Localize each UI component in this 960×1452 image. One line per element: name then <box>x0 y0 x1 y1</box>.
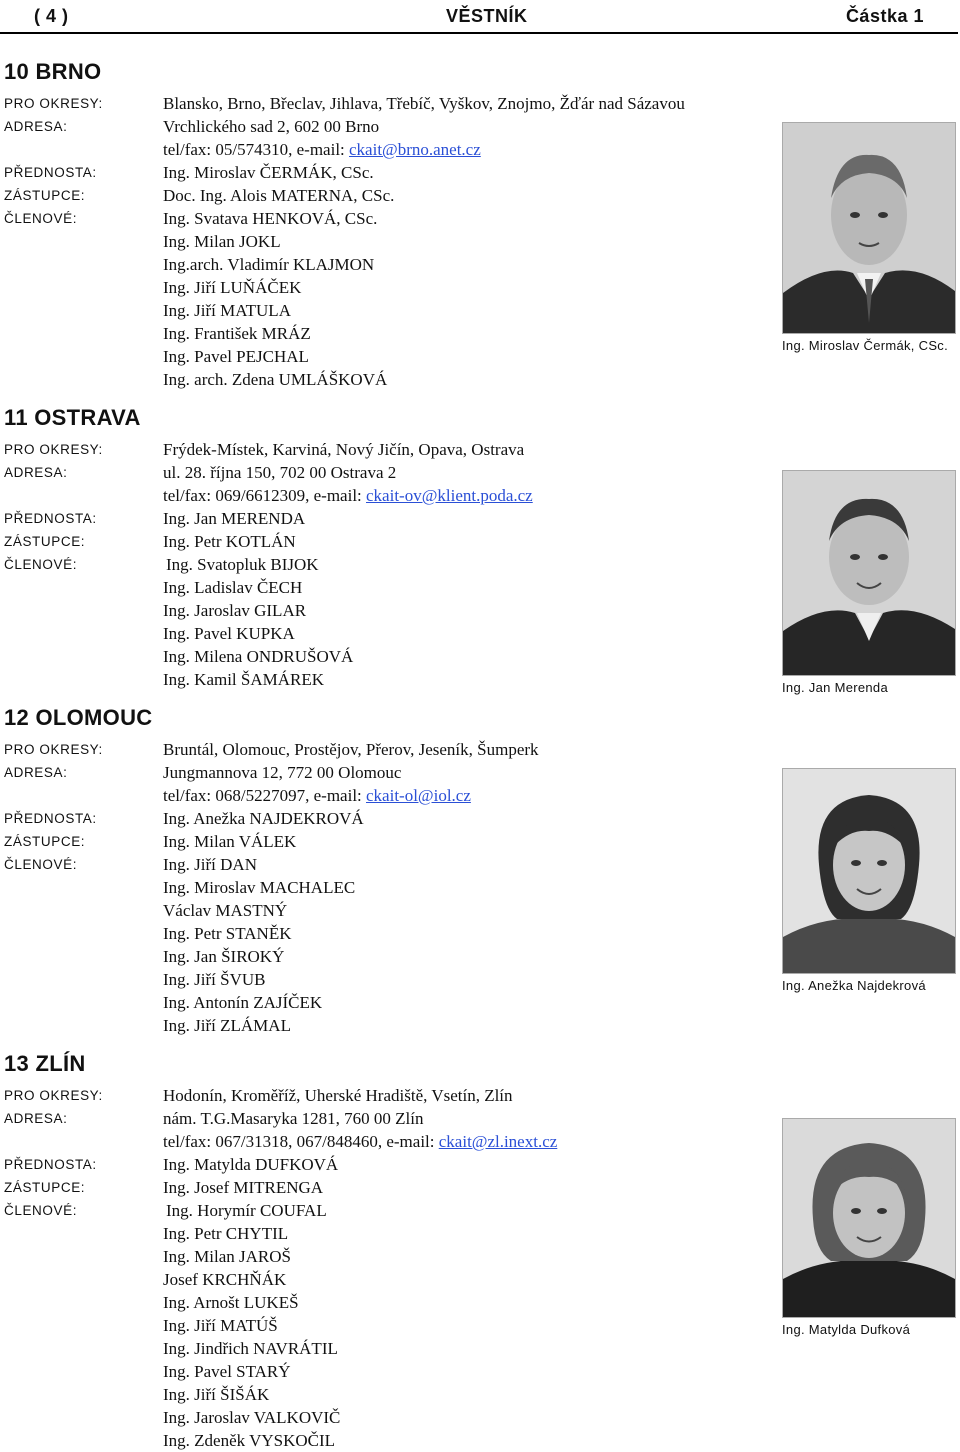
contact-row <box>0 784 770 807</box>
chairman-value: Ing. Matylda DUFKOVÁ <box>163 1155 339 1174</box>
member-value: Ing. Horymír COUFAL <box>166 1201 327 1220</box>
section-1 <box>0 404 770 691</box>
photo-caption: Ing. Jan Merenda <box>782 680 888 695</box>
member-row <box>0 622 770 645</box>
photo-najdekrova <box>782 768 956 993</box>
deputy-label: ZÁSTUPCE: <box>4 1180 86 1195</box>
contact-value <box>163 1130 557 1153</box>
address-row <box>0 461 770 484</box>
address-label: ADRESA: <box>4 119 68 134</box>
member-row <box>0 1314 770 1337</box>
districts-value: Frýdek-Místek, Karviná, Nový Jičín, Opava, Ostrava <box>163 440 525 459</box>
member-label: ČLENOVÉ: <box>4 1203 78 1218</box>
member-row <box>0 991 770 1014</box>
tel-fax: tel/fax: 067/31318, 067/848460, e-mail: <box>163 1132 439 1151</box>
deputy-label: ZÁSTUPCE: <box>4 188 86 203</box>
member-value: Ing. Pavel STARÝ <box>163 1362 291 1381</box>
member-value: Ing. Jiří ŠVUB <box>163 970 266 989</box>
member-value: Ing. arch. Zdena UMLÁŠKOVÁ <box>163 370 388 389</box>
districts-value: Bruntál, Olomouc, Prostějov, Přerov, Jeseník, Šumperk <box>163 740 539 759</box>
address-label: ADRESA: <box>4 765 68 780</box>
page-number: ( 4 ) <box>34 6 69 26</box>
member-value: Ing. František MRÁZ <box>163 324 311 343</box>
member-row <box>0 1014 770 1037</box>
member-row <box>0 253 770 276</box>
districts-label: PRO OKRESY: <box>4 742 103 757</box>
member-row <box>0 1429 770 1452</box>
email-link[interactable]: ckait-ov@klient.poda.cz <box>366 486 533 505</box>
section-title: 13 ZLÍN <box>4 1051 86 1076</box>
address-label: ADRESA: <box>4 1111 68 1126</box>
deputy-row <box>0 830 770 853</box>
address-value: Jungmannova 12, 772 00 Olomouc <box>163 763 402 782</box>
contact-value <box>163 484 533 507</box>
member-value: Ing. Svatopluk BIJOK <box>166 555 319 574</box>
tel-fax: tel/fax: 068/5227097, e-mail: <box>163 786 367 805</box>
member-value: Ing. Milena ONDRUŠOVÁ <box>163 647 354 666</box>
chairman-row <box>0 807 770 830</box>
address-value: Vrchlického sad 2, 602 00 Brno <box>163 117 380 136</box>
member-row <box>0 922 770 945</box>
member-value: Ing. Jindřich NAVRÁTIL <box>163 1339 338 1358</box>
tel-fax: tel/fax: 069/6612309, e-mail: <box>163 486 367 505</box>
districts-label: PRO OKRESY: <box>4 96 103 111</box>
member-row <box>0 853 770 876</box>
member-value: Ing. Milan JAROŠ <box>163 1247 291 1266</box>
member-value: Ing. Jaroslav VALKOVIČ <box>163 1408 341 1427</box>
deputy-row <box>0 184 770 207</box>
member-row <box>0 207 770 230</box>
page-header <box>0 0 958 34</box>
member-row <box>0 322 770 345</box>
member-row <box>0 345 770 368</box>
member-row <box>0 1337 770 1360</box>
member-row <box>0 968 770 991</box>
member-value: Ing. Zdeněk VYSKOČIL <box>163 1431 336 1450</box>
contact-value <box>163 138 481 161</box>
deputy-value: Ing. Milan VÁLEK <box>163 832 297 851</box>
member-value: Ing. Miroslav MACHALEC <box>163 878 356 897</box>
member-value: Ing. Pavel PEJCHAL <box>163 347 309 366</box>
member-row <box>0 299 770 322</box>
member-row <box>0 230 770 253</box>
member-row <box>0 576 770 599</box>
section-title: 12 OLOMOUC <box>4 705 153 730</box>
member-value: Ing. Milan JOKL <box>163 232 281 251</box>
publication-title: VĚSTNÍK <box>446 6 528 26</box>
chairman-value: Ing. Jan MERENDA <box>163 509 306 528</box>
address-row <box>0 761 770 784</box>
deputy-value: Doc. Ing. Alois MATERNA, CSc. <box>163 186 395 205</box>
member-value: Ing. Jiří DAN <box>163 855 257 874</box>
photo-caption: Ing. Matylda Dufková <box>782 1322 911 1337</box>
email-link[interactable]: ckait-ol@iol.cz <box>366 786 471 805</box>
districts-value: Hodonín, Kroměříž, Uherské Hradiště, Vsetín, Zlín <box>163 1086 513 1105</box>
issue-part: Částka 1 <box>845 6 924 26</box>
photo-dufkova <box>782 1118 956 1337</box>
section-2 <box>0 704 770 1037</box>
address-value: ul. 28. října 150, 702 00 Ostrava 2 <box>163 463 397 482</box>
photo-cermak <box>782 122 956 353</box>
chairman-label: PŘEDNOSTA: <box>4 811 97 826</box>
districts-value: Blansko, Brno, Břeclav, Jihlava, Třebíč, Vyškov, Znojmo, Žďár nad Sázavou <box>163 94 685 113</box>
member-value: Václav MASTNÝ <box>163 901 288 920</box>
member-value: Ing. Petr STANĚK <box>163 924 292 943</box>
member-row <box>0 876 770 899</box>
email-link[interactable]: ckait@brno.anet.cz <box>349 140 481 159</box>
deputy-row <box>0 1176 770 1199</box>
deputy-row <box>0 530 770 553</box>
member-value: Ing. Jiří ZLÁMAL <box>163 1016 291 1035</box>
member-label: ČLENOVÉ: <box>4 211 78 226</box>
member-value: Ing. Ladislav ČECH <box>163 578 303 597</box>
member-label: ČLENOVÉ: <box>4 857 78 872</box>
section-title: 11 OSTRAVA <box>4 405 141 430</box>
contact-row <box>0 138 770 161</box>
photo-caption: Ing. Miroslav Čermák, CSc. <box>782 338 949 353</box>
chairman-label: PŘEDNOSTA: <box>4 165 97 180</box>
member-value: Ing. Arnošt LUKEŠ <box>163 1293 299 1312</box>
address-row <box>0 1107 770 1130</box>
deputy-label: ZÁSTUPCE: <box>4 534 86 549</box>
member-value: Ing. Jan ŠIROKÝ <box>163 947 285 966</box>
districts-label: PRO OKRESY: <box>4 1088 103 1103</box>
member-value: Ing. Jaroslav GILAR <box>163 601 307 620</box>
member-row <box>0 1268 770 1291</box>
section-3 <box>0 1050 770 1452</box>
member-row <box>0 1199 770 1222</box>
deputy-value: Ing. Petr KOTLÁN <box>163 532 296 551</box>
member-row <box>0 1383 770 1406</box>
deputy-value: Ing. Josef MITRENGA <box>163 1178 324 1197</box>
chairman-label: PŘEDNOSTA: <box>4 1157 97 1172</box>
member-row <box>0 1291 770 1314</box>
chairman-value: Ing. Anežka NAJDEKROVÁ <box>163 809 364 828</box>
section-0 <box>0 58 770 391</box>
member-value: Josef KRCHŇÁK <box>163 1270 287 1289</box>
districts-row <box>0 92 770 115</box>
member-value: Ing. Pavel KUPKA <box>163 624 295 643</box>
districts-row <box>0 1084 770 1107</box>
member-row <box>0 1360 770 1383</box>
member-label: ČLENOVÉ: <box>4 557 78 572</box>
section-title: 10 BRNO <box>4 59 102 84</box>
member-row <box>0 945 770 968</box>
tel-fax: tel/fax: 05/574310, e-mail: <box>163 140 350 159</box>
member-row <box>0 276 770 299</box>
member-value: Ing. Jiří LUŇÁČEK <box>163 278 302 297</box>
member-value: Ing. Antonín ZAJÍČEK <box>163 993 323 1012</box>
chairman-row <box>0 507 770 530</box>
contact-row <box>0 1130 770 1153</box>
member-row <box>0 1406 770 1429</box>
deputy-label: ZÁSTUPCE: <box>4 834 86 849</box>
districts-label: PRO OKRESY: <box>4 442 103 457</box>
member-value: Ing. Jiří ŠIŠÁK <box>163 1385 270 1404</box>
address-value: nám. T.G.Masaryka 1281, 760 00 Zlín <box>163 1109 424 1128</box>
member-row <box>0 668 770 691</box>
member-value: Ing. Petr CHYTIL <box>163 1224 289 1243</box>
member-value: Ing. Svatava HENKOVÁ, CSc. <box>163 209 378 228</box>
member-value: Ing. Jiří MATULA <box>163 301 291 320</box>
email-link[interactable]: ckait@zl.inext.cz <box>438 1132 558 1151</box>
member-row <box>0 599 770 622</box>
member-row <box>0 553 770 576</box>
chairman-row <box>0 1153 770 1176</box>
districts-row <box>0 738 770 761</box>
portrait-image <box>782 470 956 676</box>
chairman-value: Ing. Miroslav ČERMÁK, CSc. <box>163 163 374 182</box>
member-row <box>0 368 770 391</box>
member-value: Ing.arch. Vladimír KLAJMON <box>163 255 375 274</box>
member-value: Ing. Kamil ŠAMÁREK <box>163 670 325 689</box>
chairman-label: PŘEDNOSTA: <box>4 511 97 526</box>
photo-caption: Ing. Anežka Najdekrová <box>782 978 926 993</box>
portrait-image <box>782 768 956 974</box>
portrait-image <box>782 122 956 334</box>
member-row <box>0 1222 770 1245</box>
contact-value <box>163 784 471 807</box>
address-row <box>0 115 770 138</box>
address-label: ADRESA: <box>4 465 68 480</box>
chairman-row <box>0 161 770 184</box>
member-row <box>0 645 770 668</box>
member-row <box>0 899 770 922</box>
photo-merenda <box>782 470 956 695</box>
member-row <box>0 1245 770 1268</box>
contact-row <box>0 484 770 507</box>
portrait-image <box>782 1118 956 1318</box>
districts-row <box>0 438 770 461</box>
member-value: Ing. Jiří MATÚŠ <box>163 1316 278 1335</box>
